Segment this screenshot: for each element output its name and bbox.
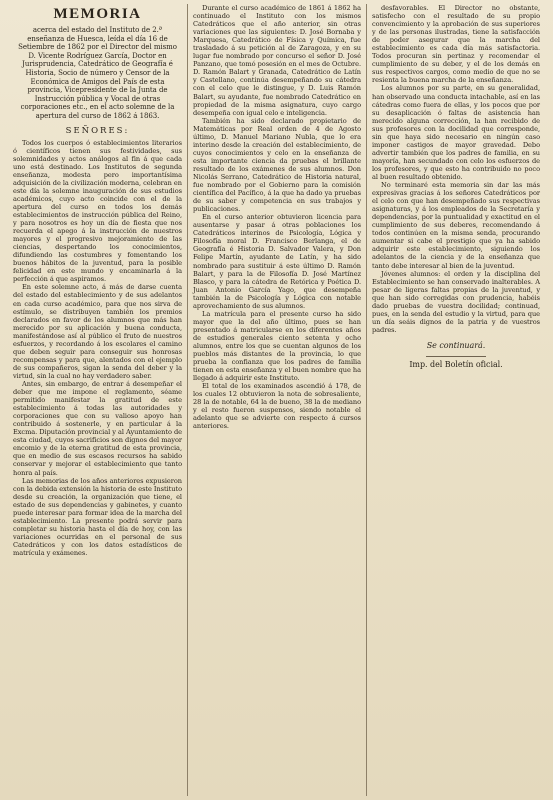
paragraph: Los alumnos por su parte, en su generalidad, han observado una conducta intachable, así en las cátedras como fuera de ellas, y los pocos que por su desaplicación ó faltas de asistencia han merecido alguna corrección, la han recibido de sus profesores con la docilidad que corresponde, sin que haya sido necesario en ningún caso imponer castigos de mayor gravedad. Debo advertir también que los padres de familia, en su mayoría, han secundado con celo los esfuerzos de los profesores, y que esto ha contribuido no poco al buen resultado obtenido. (372, 84, 540, 181)
paragraph: Jóvenes alumnos: el orden y la disciplina del Establecimiento se han conservado inalterables. A pesar de ligeras faltas propias de la juventud, y que han sido corregidas con prudencia, habéis dado pruebas de vuestra docilidad; continuad, pues, en la senda del estudio y la virtud, para que un día seáis dignos de la patria y de vuestros padres. (372, 269, 540, 334)
memoria-title: MEMORIA (53, 6, 142, 22)
paragraph: También ha sido declarado propietario de Matemáticas por Real orden de 4 de Agosto último, D. Manuel Mariano Nubla, que lo era interino desde la creación del establecimiento, de cuyos conocimientos y celo en la enseñanza de esta importante ciencia da pruebas el brillante resultado de los exámenes de sus alumnos. Don Nicolás Serrano, Catedrático de Historia natural, fue nombrado por el Gobierno para la comisión científica del Pacífico, á la que ha dado ya pruebas de su saber y competencia en sus trabajos y publicaciones. (193, 116, 361, 214)
paragraph: La matrícula para el presente curso ha sido mayor que la del año último, pues se han presentado á matricularse en los diferentes años de estudios generales ciento setenta y ocho alumnos, entre los que se cuentan algunos de los pueblos más distantes de la provincia, lo que prueba la confianza que los padres de familia tienen en esta enseñanza y el buen nombre que ha llegado á adquirir este Instituto. (193, 309, 361, 383)
paragraph: Antes, sin embargo, de entrar á desempeñar el deber que me impone el reglamento, séame permitido manifestar la gratitud de este establecimiento á todas las autoridades y corporaciones que con su valioso apoyo han contribuido á sostenerle, y en particular á la Excma. Diputación provincial y al Ayuntamiento de esta ciudad, cuyos sacrificios son dignos del mayor encomio y de la eterna gratitud de esta provincia, que en medio de sus escasos recursos ha sabido conservar y mejorar el establecimiento que tanto honra al país. (13, 379, 182, 477)
paragraph: Todos los cuerpos ó establecimientos literarios ó científicos tienen sus festividades, sus solemnidades y actos análogos al fin á que cada uno está destinado. Los Institutos de segunda enseñanza, modesta pero importantísima adquisición de la civilización moderna, celebran en este día la solemne inauguración de sus estudios académicos, cuyo acto coincide con el de la apertura del curso en todos los demás establecimientos de instrucción pública del Reino, y para nosotros es hoy un día de fiesta que nos recuerda el apego á la instrucción de nuestros mayores y el progresivo mejoramiento de las ciencias, despertando los conocimientos, difundiendo las costumbres y fomentando los buenos hábitos de la juventud, para la posible felicidad en este mundo y encaminarla á la perfección á que aspiramos. (13, 138, 182, 284)
paragraph: Las memorias de los años anteriores expusieron con la debida extensión la historia de este Instituto desde su creación, la organización que tiene, el estado de sus dependencias y gabinetes, y cuanto puede interesar para formar idea de la marcha del establecimiento. La presente podrá servir para completar su historia hasta el día de hoy, con las variaciones ocurridas en el personal de sus Catedráticos y con los datos estadísticos de matrícula y exámenes. (13, 476, 182, 557)
memoria-intro: acerca del estado del Instituto de 2.ª enseñanza de Huesca, leída el día 16 de Setiembre de 1862 por el Director del mismo D. Vicente Rodríguez García, Doctor en Jurisprudencia, Catedrático de Geografía é Historia, Socio de número y Censor de la Económica de Amigos del País de esta provincia, Vicepresidente de la Junta de Instrucción pública y Vocal de otras corporaciones etc., en el acto solemne de la apertura del curso de 1862 á 1863. (18, 26, 177, 120)
salutation: SEÑORES: (65, 125, 130, 136)
paragraph: En este solemne acto, á más de darse cuenta del estado del establecimiento y de sus adelantos en cada curso académico, para que nos sirva de estímulo, se distribuyen también los premios declarados en favor de los alumnos que más han merecido por su aplicación y buena conducta, manifestándose así al público el fruto de nuestros esfuerzos, y recordando á los escolares el camino que deben seguir para conseguir sus honrosas recompensas y para que, alentados con el ejemplo de sus compañeros, sigan la senda del deber y la virtud, sin la cual no hay verdadero saber. (13, 283, 182, 380)
paragraph: desfavorables. El Director no obstante, satisfecho con el resultado de su propio convencimiento y la aprobación de sus superiores y de las personas ilustradas, tiene la satisfacción de poder asegurar que la marcha del establecimiento es cada día más satisfactoria. Todos procuran sin pertinaz y recomendar el cumplimiento de su deber, y el de los demás en sus respectivos cargos, como medio de que no se resienta la buena marcha de la enseñanza. (372, 4, 540, 85)
column-layout (8, 4, 547, 796)
paragraph: No terminaré esta memoria sin dar las más expresivas gracias á los señores Catedráticos por el celo con que han desempeñado sus respectivas asignaturas, y á los empleados de la Secretaría y dependencias, por la puntualidad y exactitud en el cumplimiento de sus deberes, recomendando á todos continúen en la misma senda, procurando aumentar si cabe el prestigio que ya ha sabido adquirir este establecimiento, siguiendo los adelantos de la ciencia y de la enseñanza que tanto debe interesar al bien de la juventud. (372, 181, 540, 270)
paragraph: El total de los examinados ascendió á 178, de los cuales 12 obtuvieron la nota de sobresaliente, 28 la de notable, 64 la de bueno, 38 la de mediano y el resto fueron suspensos, siendo notable el adelanto que se advierte con respecto á cursos anteriores. (193, 382, 361, 431)
column-3 (366, 4, 545, 796)
paragraph: Durante el curso académico de 1861 á 1862 ha continuado el Instituto con los mismos Catedráticos que el año anterior, sin otras variaciones que las siguientes: D. José Bornaba y Marquesa, Catedrático de Física y Química, fue trasladado á su petición al de Zaragoza, y en su lugar fue nombrado por concurso el señor D. José Panzano, que tomó posesión en el mes de Octubre. D. Ramón Balart y Granada, Catedrático de Latín y Castellano, continúa desempeñando su cátedra con el celo que le distingue, y D. Luis Ramón Balart, su ayudante, fue nombrado Catedrático en propiedad de la misma asignatura, cuyo cargo desempeña con igual celo e inteligencia. (193, 4, 361, 117)
column-1 (8, 4, 187, 796)
column-2 (187, 4, 366, 796)
continuation-note: Se continuará. (426, 340, 486, 350)
divider-rule (426, 356, 486, 357)
paragraph: En el curso anterior obtuvieron licencia para ausentarse y pasar á otras poblaciones los Catedráticos interinos de Psicología, Lógica y Filosofía moral D. Francisco Berlanga, el de Geografía é Historia D. Salvador Valera, y Don Felipe Martín, ayudante de Latín, y ha sido nombrado para sustituir á este último D. Ramón Balart, y para la de Filosofía D. José Martínez Blasco, y para la cátedra de Retórica y Poética D. Juan Antonio García Yago, que desempeña también la de Psicología y Lógica con notable aprovechamiento de sus alumnos. (193, 213, 361, 310)
printer-imprint: Imp. del Boletín oficial. (409, 359, 503, 369)
